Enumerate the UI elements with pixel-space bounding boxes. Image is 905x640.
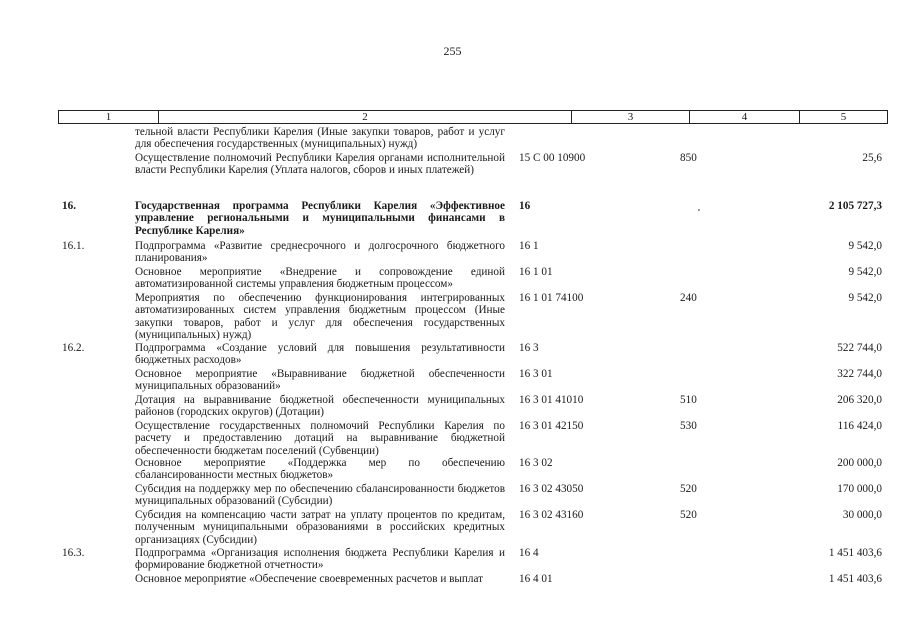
- row-description: Осуществление полномочий Республики Карелия органами исполнительной власти Республики Карелия (Уплата налогов, сборов и иных платежей): [135, 152, 505, 177]
- row-expense-type: 530: [680, 420, 697, 432]
- row-code: 16 1 01 74100: [519, 292, 584, 304]
- row-code: 16 3 02 43050: [519, 483, 584, 495]
- row-amount: 1 451 403,6: [828, 547, 882, 559]
- row-code: 16 3 01 41010: [519, 394, 584, 406]
- row-description: Основное мероприятие «Обеспечение своевременных расчетов и выплат: [135, 573, 484, 585]
- row-description: тельной власти Республики Карелия (Иные закупки товаров, работ и услуг для обеспечения государственных (муниципальных) нужд): [135, 126, 505, 151]
- header-col-1: 1: [59, 111, 159, 123]
- header-col-2: 2: [159, 111, 572, 123]
- table-row: [0, 547, 905, 573]
- row-description: Осуществление государственных полномочий Республики Карелия по расчету и предоставлению дотаций на выравнивание бюджетной обеспеченности бюджетам поселений (Субвенции): [135, 420, 505, 457]
- row-amount: 25,6: [862, 152, 882, 164]
- row-description: Основное мероприятие «Выравнивание бюджетной обеспеченности муниципальных образований»: [135, 368, 505, 393]
- table-row: [0, 240, 905, 266]
- row-description: Субсидия на компенсацию части затрат на уплату процентов по кредитам, полученным муниципальными образованиями в российских кредитных организациях (Субсидии): [135, 509, 505, 546]
- row-expense-type: 520: [680, 483, 697, 495]
- row-description: Подпрограмма «Создание условий для повышения результативности бюджетных расходов»: [135, 342, 505, 367]
- row-code: 16 3 02 43160: [519, 509, 584, 521]
- row-amount: 1 451 403,6: [828, 573, 882, 585]
- table-row: [0, 292, 905, 342]
- table-row: [0, 457, 905, 483]
- row-description: Государственная программа Республики Карелия «Эффективное управление региональными и муниципальными финансами в Республике Карелия»: [135, 200, 505, 237]
- table-row: [0, 200, 905, 240]
- row-amount: 9 542,0: [848, 240, 882, 252]
- row-code: 16 4: [519, 547, 539, 559]
- row-number: 16.1.: [62, 240, 85, 252]
- row-amount: 170 000,0: [837, 483, 882, 495]
- row-amount: 206 320,0: [837, 394, 882, 406]
- row-description: Основное мероприятие «Поддержка мер по обеспечению сбалансированности местных бюджетов»: [135, 457, 505, 482]
- row-amount: 9 542,0: [848, 292, 882, 304]
- table-row: [0, 126, 905, 152]
- row-expense-type: 240: [680, 292, 697, 304]
- row-code: 16 3: [519, 342, 539, 354]
- row-description: Подпрограмма «Развитие среднесрочного и долгосрочного бюджетного планирования»: [135, 240, 505, 265]
- row-number: 16.2.: [62, 342, 85, 354]
- row-number: 16.3.: [62, 547, 85, 559]
- row-description: Основное мероприятие «Внедрение и сопровождение единой автоматизированной системы управления бюджетным процессом»: [135, 266, 505, 291]
- row-expense-type: 510: [680, 394, 697, 406]
- row-amount: 30 000,0: [842, 509, 882, 521]
- row-description: Субсидия на поддержку мер по обеспечению сбалансированности бюджетов муниципальных образований (Субсидии): [135, 483, 505, 508]
- page-number: 255: [443, 44, 462, 58]
- row-code: 16 1: [519, 240, 539, 252]
- table-row: [0, 368, 905, 394]
- table-row: [0, 483, 905, 509]
- row-amount: 322 744,0: [837, 368, 882, 380]
- row-expense-type: 520: [680, 509, 697, 521]
- row-amount: 116 424,0: [837, 420, 882, 432]
- table-row: [0, 509, 905, 547]
- table-row: [0, 394, 905, 420]
- row-code: 15 С 00 10900: [519, 152, 586, 164]
- table-header: [58, 110, 888, 124]
- row-amount: 9 542,0: [848, 266, 882, 278]
- row-code: 16 3 02: [519, 457, 553, 469]
- row-code: 16 1 01: [519, 266, 553, 278]
- table-row: [0, 266, 905, 292]
- header-col-3: 3: [572, 111, 690, 123]
- scan-speck: [698, 209, 700, 211]
- row-code: 16: [519, 200, 531, 212]
- row-amount: 200 000,0: [837, 457, 882, 469]
- header-col-5: 5: [840, 111, 847, 123]
- table-row: [0, 420, 905, 457]
- row-number: 16.: [62, 200, 76, 212]
- row-amount: 2 105 727,3: [828, 200, 882, 212]
- row-code: 16 4 01: [519, 573, 553, 585]
- table-body: [0, 126, 905, 587]
- header-col-4: 4: [690, 111, 800, 123]
- row-amount: 522 744,0: [837, 342, 882, 354]
- row-description: Дотация на выравнивание бюджетной обеспеченности муниципальных районов (городских округов) (Дотации): [135, 394, 505, 419]
- row-code: 16 3 01: [519, 368, 553, 380]
- table-row: [0, 152, 905, 200]
- row-code: 16 3 01 42150: [519, 420, 584, 432]
- row-expense-type: 850: [680, 152, 697, 164]
- table-row: [0, 573, 905, 587]
- row-description: Мероприятия по обеспечению функционирования интегрированных автоматизированных систем управления бюджетным процессом (Иные закупки товаров, работ и услуг для обеспечения государственных (муниципальных) нужд): [135, 292, 505, 342]
- row-description: Подпрограмма «Организация исполнения бюджета Республики Карелия и формирование бюджетной отчетности»: [135, 547, 505, 572]
- table-row: [0, 342, 905, 368]
